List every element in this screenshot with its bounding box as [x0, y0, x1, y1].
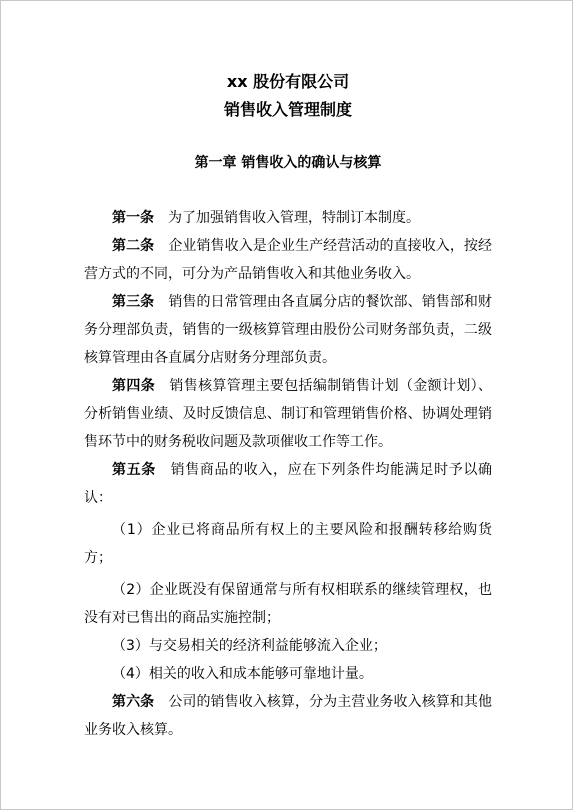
article-text: 公司的销售收入核算，分为主营业务收入核算和其他业务收入核算。 — [84, 694, 493, 738]
article-label: 第五条 — [112, 462, 156, 478]
article-6 — [84, 688, 492, 744]
document-body — [84, 70, 492, 744]
articles — [84, 204, 492, 744]
article-text: 为了加强销售收入管理，特制订本制度。 — [168, 210, 420, 226]
article-5 — [84, 456, 492, 512]
article-text: 销售商品的收入，应在下列条件均能满足时予以确认： — [84, 462, 493, 506]
article-label: 第一条 — [112, 210, 154, 226]
condition-item-3: （3）与交易相关的经济利益能够流入企业； — [112, 638, 387, 654]
article-label: 第三条 — [112, 294, 155, 310]
chapter-heading: 第一章 销售收入的确认与核算 — [194, 155, 382, 171]
company-name: xx 股份有限公司 — [226, 72, 350, 91]
document-title: 销售收入管理制度 — [223, 100, 352, 119]
article-2 — [84, 232, 492, 288]
article-label: 第四条 — [112, 378, 156, 394]
article-3 — [84, 288, 492, 372]
article-label: 第六条 — [112, 694, 155, 710]
article-4 — [84, 372, 492, 456]
condition-item-1: （1）企业已将商品所有权上的主要风险和报酬转移给购货方； — [84, 522, 492, 566]
article-text: 销售的日常管理由各直属分店的餐饮部、销售部和财务分理部负责，销售的一级核算管理由股份公司财务部负责，二级核算管理由各直属分店财务分理部负责。 — [84, 294, 493, 366]
article-text: 企业销售收入是企业生产经营活动的直接收入，按经营方式的不同，可分为产品销售收入和其他业务收入。 — [84, 238, 493, 282]
article-text: 销售核算管理主要包括编制销售计划（金额计划）、分析销售业绩、及时反馈信息、制订和管理销售价格、协调处理销售环节中的财务税收问题及款项催收工作等工作。 — [84, 378, 493, 450]
article-label: 第二条 — [112, 238, 155, 254]
condition-item-4: （4）相关的收入和成本能够可靠地计量。 — [112, 666, 373, 682]
condition-item-2: （2）企业既没有保留通常与所有权相联系的继续管理权，也没有对已售出的商品实施控制； — [84, 582, 492, 626]
article-1 — [84, 204, 492, 232]
